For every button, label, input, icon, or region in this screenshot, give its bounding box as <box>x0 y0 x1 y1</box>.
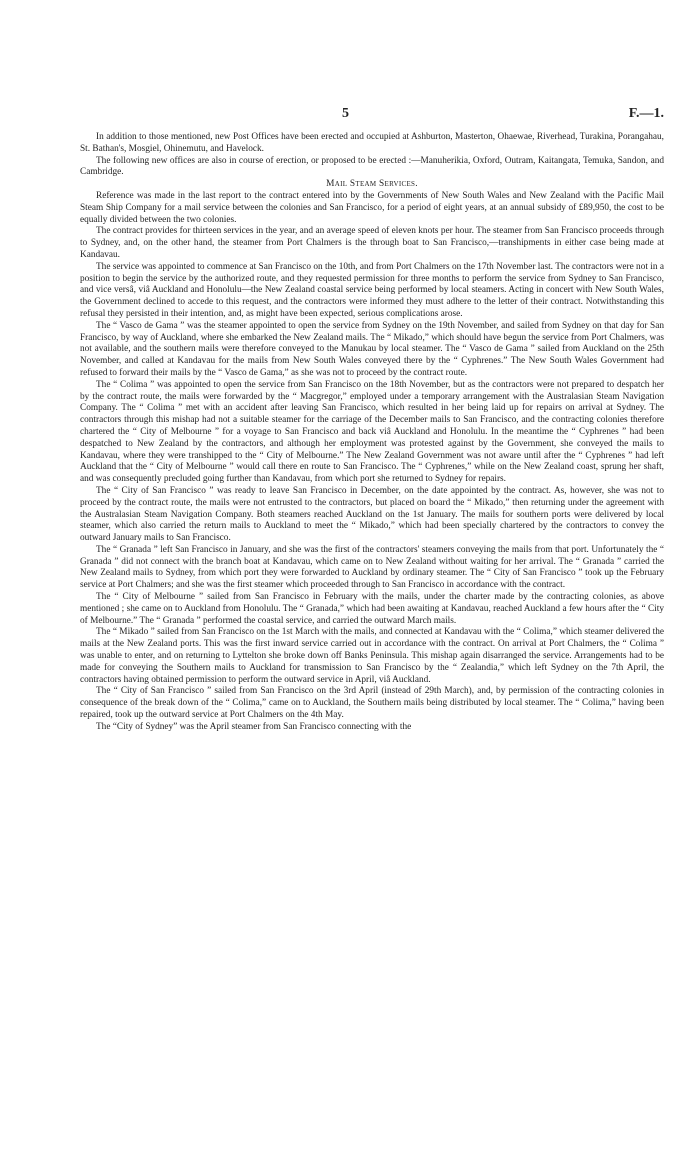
paragraph: The “City of Sydney” was the April steamer from San Francisco connecting with the <box>96 721 412 732</box>
paragraph: The following new offices are also in course of erection, or proposed to be erected :—Manuherikia, Oxford, Outram, Kaitangata, Temuka, Sandon, and Cambridge. <box>80 155 664 178</box>
section-heading: Mail Steam Services. <box>326 179 418 190</box>
paragraph: The “ City of San Francisco ” was ready to leave San Francisco in December, on the date appointed by the contract. As, however, she was not to proceed by the contract route, the mails were not entrusted to the contractors, but placed on board the “ Mikado,” then returning under the agreement with the Australasian Steam Navigation Company. Both steamers reached Auckland on the 1st January. The mails for southern ports were delivered by local steamer, which also carried the return mails to Auckland to meet the “ Mikado,” which had been specially chartered by the contractors to convey the outward January mails to San Francisco. <box>80 485 664 544</box>
paragraph: The “ Mikado ” sailed from San Francisco on the 1st March with the mails, and connected at Kandavau with the “ Colima,” which steamer delivered the mails at the New Zealand ports. This was the first inward service carried out in accordance with the contract. On arrival at Port Chalmers, the “ Colima ” was unable to enter, and on returning to Lyttelton she broke down off Banks Peninsula. This mishap again disarranged the service. Arrangements had to be made for conveying the Southern mails to Auckland for transmission to San Francisco by the “ Zealandia,” which left Sydney on the 7th April, the contractors having obtained permission to perform the outward service in April, viâ Auckland. <box>80 627 664 685</box>
paragraph: Reference was made in the last report to the contract entered into by the Governments of New South Wales and New Zealand with the Pacific Mail Steam Ship Company for a mail service between the colonies and San Francisco, for a period of eight years, at an annual subsidy of £89,950, the cost to be equally divided between the two colonies. <box>80 190 664 225</box>
paragraph: The contract provides for thirteen services in the year, and an average speed of eleven knots per hour. The steamer from San Francisco proceeds through to Sydney, and, on the other hand, the steamer from Port Chalmers is the through boat to San Francisco,—transhipments in either case being made at Kandavau. <box>80 226 664 260</box>
paragraph: The service was appointed to commence at San Francisco on the 10th, and from Port Chalmers on the 17th November last. The contractors were not in a position to begin the service by the authorized route, and they requested permission for three months to perform the service from Sydney to San Francisco, and vice versâ, viâ Auckland and Honolulu—the New Zealand coastal service being performed by local steamers. Acting in concert with New South Wales, the Government declined to accede to this request, and the contractors were informed they must adhere to the letter of their contract. Notwithstanding this refusal they persisted in their intention, and, as might have been expected, serious complications arose. <box>80 261 664 319</box>
paragraph: The “ Vasco de Gama ” was the steamer appointed to open the service from Sydney on the 19th November, and sailed from Sydney on that day for San Francisco, by way of Auckland, where she embarked the New Zealand mails. The “ Mikado,” which should have begun the service from Port Chalmers, was not available, and the southern mails were therefore conveyed to the Manukau by local steamer. The “ Vasco de Gama ” sailed from Auckland on the 25th November, and called at Kandavau for the mails from New South Wales conveyed there by the “ Cyphrenes.” The New South Wales Government had refused to forward their mails by the “ Vasco de Gama,” as she was not to proceed by the contract route. <box>80 320 664 378</box>
page-header <box>80 108 664 126</box>
paragraph: The “ Granada ” left San Francisco in January, and she was the first of the contractors' steamers conveying the mails from that port. Unfortunately the “ Granada ” did not connect with the branch boat at Kandavau, which came on to New Zealand without waiting for her arrival. The “ Granada ” carried the New Zealand mails to Sydney, from which port they were forwarded to Auckland by ordinary steamer. The “ City of San Francisco ” took up the February service at Port Chalmers; and she was the first steamer which proceeded through to San Francisco in accordance with the contract. <box>80 544 664 591</box>
paragraph: In addition to those mentioned, new Post Offices have been erected and occupied at Ashburton, Masterton, Ohaewae, Riverhead, Turakina, Porangahau, St. Bathan's, Mosgiel, Ohinemutu, and Havelock. <box>80 132 664 154</box>
page-number: 5 <box>342 106 349 121</box>
paragraph: The “ Colima ” was appointed to open the service from San Francisco on the 18th November, but as the contractors were not prepared to despatch her by the contract route, the mails were forwarded by the “ Macgregor,” employed under a temporary arrangement with the Australasian Steam Navigation Company. The “ Colima ” met with an accident after leaving San Francisco, which resulted in her being laid up for repairs on arrival at Sydney. The contractors through this mishap had not a suitable steamer for the carriage of the December mails to San Francisco, and the contracting colonies therefore chartered the “ City of Melbourne ” for a voyage to San Francisco and back viâ Auckland and Honolulu. In the meantime the “ Cyphrenes ” had been despatched to New Zealand by the contractors, and although her employment was protested against by the Government, she conveyed the mails to Kandavau, where they were transhipped to the “ City of Melbourne.” The New Zealand Government was not aware until after the “ Cyphrenes ” had left Auckland that the “ City of Melbourne ” would call there en route to San Francisco. The “ Cyphrenes,” while on the New Zealand coast, sprung her shaft, and was consequently precluded going further than Kandavau, from which port she returned to Sydney for repairs. <box>80 379 664 485</box>
paragraph: The “ City of San Francisco ” sailed from San Francisco on the 3rd April (instead of 29th March), and, by permission of the contracting colonies in consequence of the break down of the “ Colima,” came on to Auckland, the Southern mails being distributed by local steamer. The “ Colima,” having been repaired, took up the outward service at Port Chalmers on the 4th May. <box>80 686 664 721</box>
paragraph: The “ City of Melbourne ” sailed from San Francisco in February with the mails, under the charter made by the contracting colonies, as above mentioned ; she came on to Auckland from Honolulu. The “ Granada,” which had been awaiting at Kandavau, reached Auckland a few hours after the “ City of Melbourne.” The “ Granada ” performed the coastal service, and carried the outward March mails. <box>80 592 664 626</box>
document-code: F.—1. <box>628 106 664 121</box>
